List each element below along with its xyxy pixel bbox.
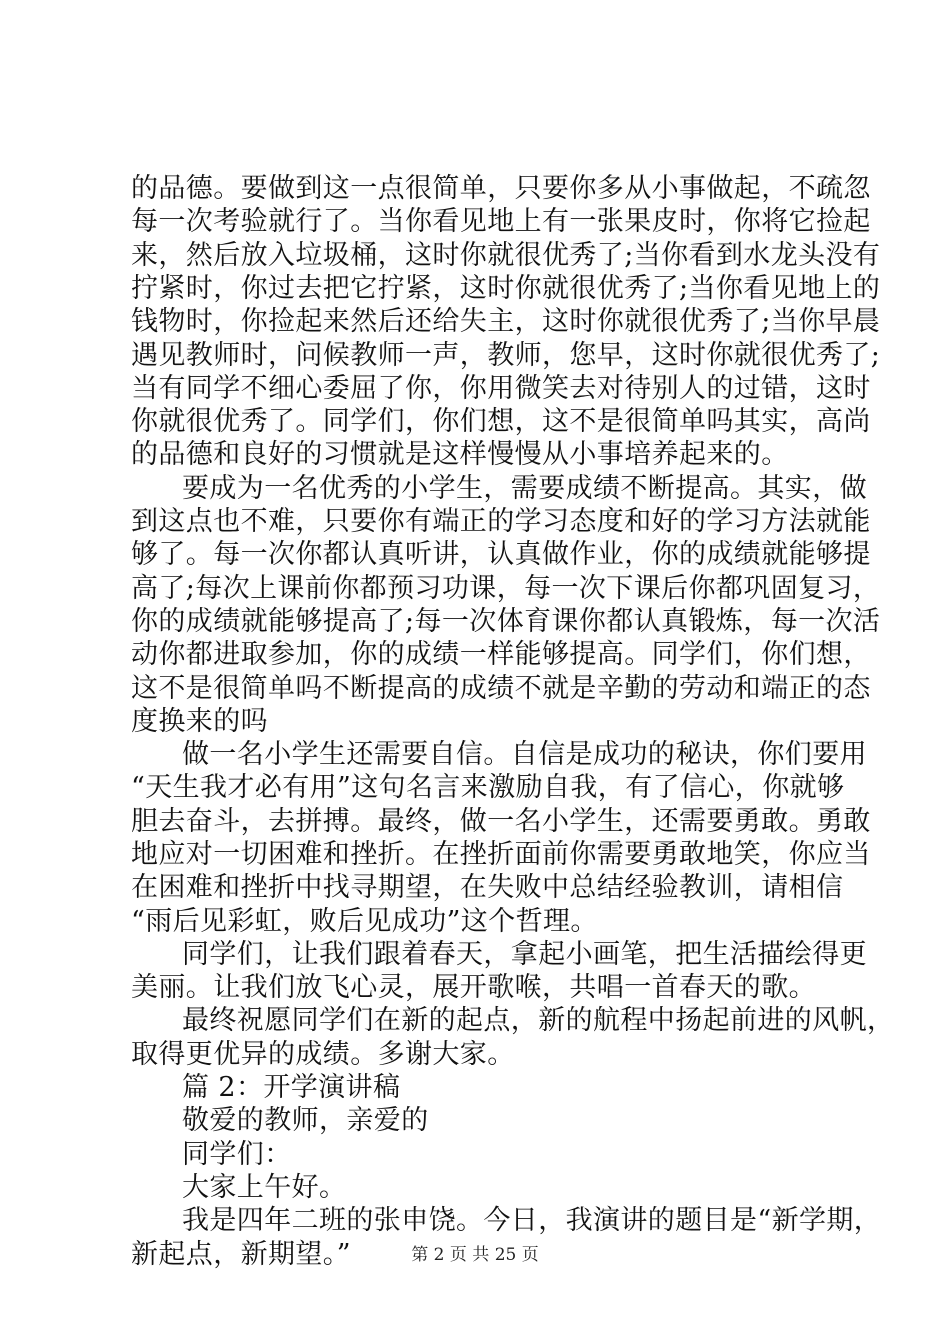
text-line: 大家上午好。 bbox=[182, 1172, 347, 1203]
text-line: 地应对一切困难和挫折。在挫折面前你需要勇敢地笑，你应当 bbox=[131, 839, 871, 870]
text-line: 的品德。要做到这一点很简单，只要你多从小事做起，不疏忽 bbox=[131, 173, 871, 204]
page-footer: 第 2 页 共 25 页 bbox=[411, 1245, 539, 1265]
text-line: 钱物时，你捡起来然后还给失主，这时你就很优秀了;当你早晨 bbox=[131, 306, 881, 337]
text-line: 当有同学不细心委屈了你，你用微笑去对待别人的过错，这时 bbox=[131, 373, 871, 404]
text-line: “雨后见彩虹，败后见成功”这个哲理。 bbox=[131, 906, 598, 937]
text-line: 的品德和良好的习惯就是这样慢慢从小事培养起来的。 bbox=[131, 439, 789, 470]
text-line: 每一次考验就行了。当你看见地上有一张果皮时，你将它捡起 bbox=[131, 206, 871, 237]
text-line: 来，然后放入垃圾桶，这时你就很优秀了;当你看到水龙头没有 bbox=[131, 240, 881, 271]
text-line: 美丽。让我们放飞心灵，展开歌喉，共唱一首春天的歌。 bbox=[131, 972, 816, 1003]
text-line: 我是四年二班的张申饶。今日，我演讲的题目是“新学期， bbox=[182, 1205, 882, 1236]
text-line: 胆去奋斗，去拼搏。最终，做一名小学生，还需要勇敢。勇敢 bbox=[131, 806, 871, 837]
text-line: 动你都进取参加，你的成绩一样能够提高。同学们，你们想， bbox=[131, 639, 871, 670]
text-line: 高了;每次上课前你都预习功课，每一次下课后你都巩固复习， bbox=[131, 573, 881, 604]
text-line: 遇见教师时，问候教师一声，教师，您早，这时你就很优秀了; bbox=[131, 340, 881, 371]
text-line: 你就很优秀了。同学们，你们想，这不是很简单吗其实，高尚 bbox=[131, 406, 871, 437]
text-line: 敬爱的教师，亲爱的 bbox=[182, 1105, 429, 1136]
text-line: 要成为一名优秀的小学生，需要成绩不断提高。其实，做 bbox=[182, 473, 867, 504]
text-line: 取得更优异的成绩。多谢大家。 bbox=[131, 1039, 515, 1070]
text-line: 在困难和挫折中找寻期望，在失败中总结经验教训，请相信 bbox=[131, 872, 844, 903]
text-line: 拧紧时，你过去把它拧紧，这时你就很优秀了;当你看见地上的 bbox=[131, 273, 881, 304]
text-line: 篇 2：开学演讲稿 bbox=[182, 1072, 401, 1103]
text-line: “天生我才必有用”这句名言来激励自我，有了信心，你就够 bbox=[131, 772, 845, 803]
text-line: 同学们，让我们跟着春天，拿起小画笔，把生活描绘得更 bbox=[182, 939, 867, 970]
text-line: 到这点也不难，只要你有端正的学习态度和好的学习方法就能 bbox=[131, 506, 871, 537]
text-line: 新起点，新期望。” bbox=[131, 1239, 351, 1270]
text-line: 同学们： bbox=[182, 1139, 292, 1170]
text-line: 你的成绩就能够提高了;每一次体育课你都认真锻炼，每一次活 bbox=[131, 606, 881, 637]
text-line: 最终祝愿同学们在新的起点，新的航程中扬起前进的风帆， bbox=[182, 1005, 895, 1036]
text-line: 这不是很简单吗不断提高的成绩不就是辛勤的劳动和端正的态 bbox=[131, 673, 871, 704]
text-line: 度换来的吗 bbox=[131, 706, 268, 737]
text-line: 做一名小学生还需要自信。自信是成功的秘诀，你们要用 bbox=[182, 739, 867, 770]
text-line: 够了。每一次你都认真听讲，认真做作业，你的成绩就能够提 bbox=[131, 539, 871, 570]
